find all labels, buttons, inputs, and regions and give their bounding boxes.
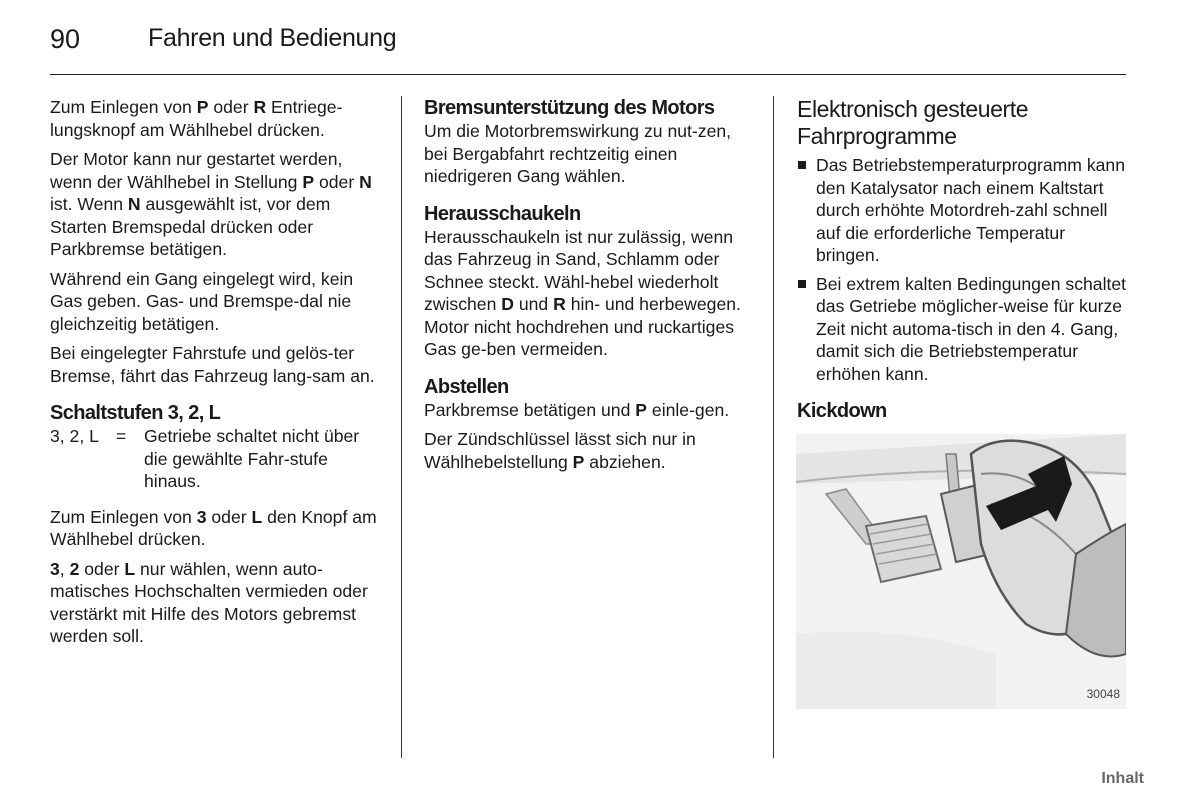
bullet-item-betriebstemperatur: Das Betriebstemperaturprogramm kann den Katalysator nach einem Kaltstart durch erhöhte Motordreh-zahl schnell auf die erforderliche Temperatur bringen. <box>797 154 1129 267</box>
column-divider-1 <box>401 96 402 758</box>
column-divider-2 <box>773 96 774 758</box>
page-title: Fahren und Bedienung <box>148 24 397 52</box>
heading-schaltstufen: Schaltstufen 3, 2, L <box>50 402 221 424</box>
heading-herausschaukeln: Herausschaukeln <box>424 202 581 225</box>
page-number: 90 <box>50 24 81 54</box>
definition-description: Getriebe schaltet nicht über die gewählte Fahr-stufe hinaus. <box>144 426 360 491</box>
column-3 <box>797 96 1129 423</box>
bullet-list <box>797 154 1129 385</box>
paragraph-motor-starten: Der Motor kann nur gestartet werden, wenn der Wählhebel in Stellung P oder N ist. Wenn N ausgewählt ist, vor dem Starten Bremspedal drücken oder Parkbremse betätigen. <box>50 149 372 259</box>
paragraph-einlegen-p-r: Zum Einlegen von P oder R Entriege-lungsknopf am Wählhebel drücken. <box>50 97 343 140</box>
paragraph-herausschaukeln: Herausschaukeln ist nur zulässig, wenn das Fahrzeug in Sand, Schlamm oder Schnee steckt. Wähl-hebel wiederholt zwischen D und R hin- und herbewegen. Motor nicht hochdrehen und ruckartiges Gas ge-ben vermeiden. <box>424 226 741 359</box>
footer-inhalt-link[interactable]: Inhalt <box>1101 770 1144 787</box>
kickdown-illustration <box>796 434 1126 709</box>
header-divider <box>50 74 1126 75</box>
heading-fahrprogramme: Elektronisch gesteuerte Fahrprogramme <box>797 96 1029 149</box>
heading-kickdown: Kickdown <box>797 400 887 422</box>
paragraph-motorbremswirkung: Um die Motorbremswirkung zu nut-zen, bei Bergabfahrt rechtzeitig einen niedrigeren Gang wählen. <box>424 121 732 186</box>
paragraph-zuendschluessel: Der Zündschlüssel lässt sich nur in Wählhebelstellung P abziehen. <box>424 429 696 472</box>
paragraph-gang-einlegen: Während ein Gang eingelegt wird, kein Gas geben. Gas- und Bremspe-dal nie gleichzeitig betätigen. <box>50 268 354 334</box>
bullet-item-kalte-bedingungen: Bei extrem kalten Bedingungen schaltet das Getriebe möglicher-weise für kurze Zeit nicht automa-tisch in den 4. Gang, damit sich die Betriebstemperatur erhöhen kann. <box>797 273 1129 386</box>
definition-row <box>50 425 386 493</box>
definition-equals: = <box>116 426 127 446</box>
definition-term: 3, 2, L <box>50 426 99 446</box>
column-1 <box>50 96 386 655</box>
paragraph-parkbremse: Parkbremse betätigen und P einle-gen. <box>424 399 730 420</box>
paragraph-nur-waehlen: 3, 2 oder L nur wählen, wenn auto-matisches Hochschalten vermieden oder verstärkt mit Hilfe des Motors gebremst werden soll. <box>50 558 368 646</box>
column-2 <box>424 96 756 480</box>
pedal-foot-illustration <box>796 434 1126 709</box>
paragraph-einlegen-3-l: Zum Einlegen von 3 oder L den Knopf am Wählhebel drücken. <box>50 506 377 549</box>
heading-bremsunterstuetzung: Bremsunterstützung des Motors <box>424 97 715 119</box>
paragraph-fahrstufe: Bei eingelegter Fahrstufe und gelös-ter Bremse, fährt das Fahrzeug lang-sam an. <box>50 343 375 386</box>
heading-abstellen: Abstellen <box>424 375 509 398</box>
illustration-code: 30048 <box>1086 687 1120 701</box>
